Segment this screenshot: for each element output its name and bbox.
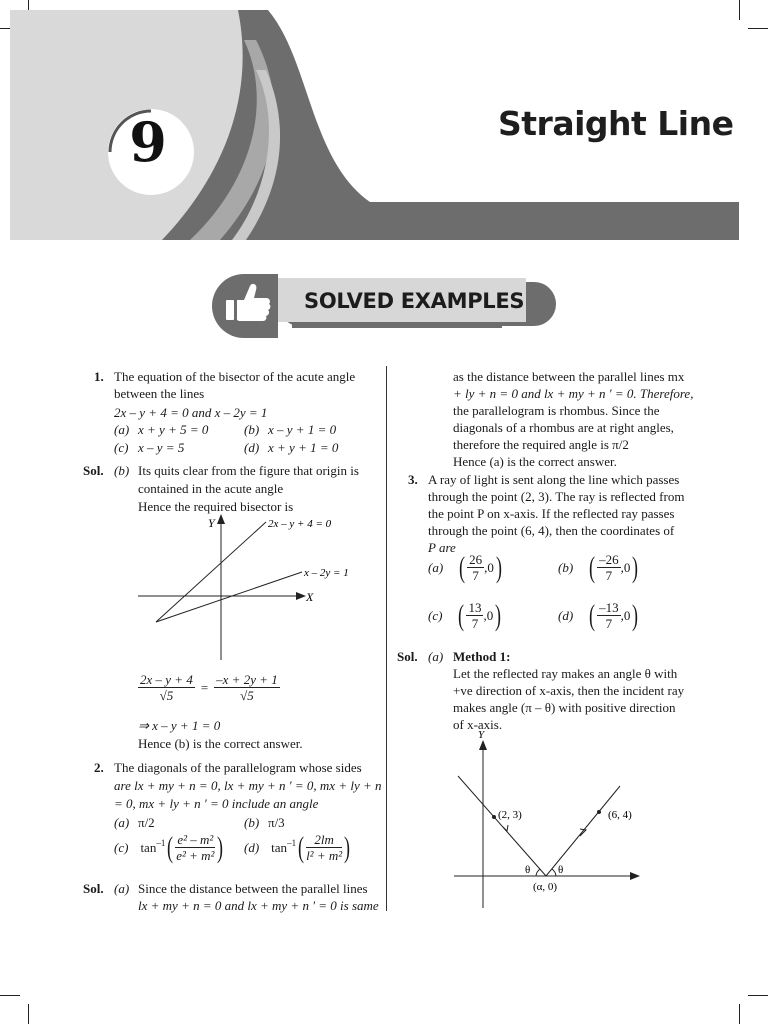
question-text: P are: [428, 540, 456, 555]
option-text: x – y = 5: [138, 440, 185, 455]
solution-text: the parallelogram is rhombus. Since the: [453, 403, 660, 418]
solution-text: Its quits clear from the figure that origin is: [138, 463, 359, 478]
option-label: (c): [114, 839, 129, 855]
section-title: SOLVED EXAMPLES: [304, 289, 525, 313]
question-equation: 2x – y + 4 = 0 and x – 2y = 1: [114, 405, 268, 420]
column-divider: [386, 366, 387, 911]
question-text: A ray of light is sent along the line which passes: [428, 472, 680, 487]
chapter-title: Straight Line: [498, 104, 734, 143]
option-label: (d): [244, 440, 260, 455]
option-label: (b): [244, 815, 260, 830]
option-c: (c) tan $^{-1}$ ( $\frac{\text{e² – m²}}{\text{e² + m²}}$ ): [114, 830, 224, 864]
solution-result: ⇒ x – y + 1 = 0: [138, 718, 221, 733]
coordinate-zero: ,0: [484, 559, 494, 575]
question-text: the point P on x-axis. If the reflected ray passes: [428, 506, 675, 521]
solution-label: Sol.: [83, 463, 104, 478]
reflection-figure: [440, 728, 650, 913]
question-text: through the point (6, 4), then the coordinates of: [428, 523, 675, 538]
method-heading: Method 1:: [453, 649, 511, 664]
option-label: (c): [428, 607, 443, 623]
solution-text: + ly + n = 0 and lx + my + n ′ = 0. Therefore,: [453, 386, 694, 401]
solution-label: Sol.: [397, 649, 418, 664]
option-label: (b): [558, 559, 574, 575]
option-a: (a) ( $\frac{26}{7}$ ,0 ): [428, 550, 502, 584]
angle-label: θ: [525, 864, 531, 876]
option-c: (c) ( $\frac{13}{7}$ ,0 ): [428, 598, 502, 632]
fraction-numerator: 2lm: [306, 832, 342, 848]
question-number: 3.: [408, 472, 418, 487]
question-text: The equation of the bisector of the acute angle: [114, 369, 356, 384]
question-text: through the point (2, 3). The ray is reflected from: [428, 489, 685, 504]
fraction-denominator: √5: [159, 688, 174, 703]
solution-text: of x-axis.: [453, 717, 503, 732]
coordinate-zero: ,0: [483, 607, 494, 623]
fraction-numerator: 26: [469, 552, 483, 567]
option-d: (d) ( $\frac{-13}{7}$ ,0 ): [558, 598, 639, 632]
fraction-numerator: 2x – y + 4: [140, 672, 193, 687]
question-text: are lx + my + n = 0, lx + my + n ′ = 0, mx + ly + n: [114, 778, 382, 793]
solution-text: Hence the required bisector is: [138, 499, 294, 514]
option-text: π/3: [268, 815, 285, 830]
fraction-denominator: 7: [472, 568, 479, 583]
fraction-denominator: 7: [605, 616, 613, 631]
option-text: x + y + 5 = 0: [138, 422, 209, 437]
bisector-figure: [130, 512, 380, 662]
fraction-numerator: 13: [468, 600, 482, 615]
option-label: (a): [114, 815, 130, 830]
solution-answer: Hence (b) is the correct answer.: [138, 736, 303, 751]
inverse-marker: –1: [287, 837, 297, 848]
solution-answer: Hence (a) is the correct answer.: [453, 454, 617, 469]
option-label: (d): [558, 607, 574, 623]
solution-choice: (b): [114, 463, 130, 478]
fraction-denominator: √5: [240, 688, 254, 703]
option-text: x – y + 1 = 0: [268, 422, 337, 437]
question-text: The diagonals of the parallelogram whose sides: [114, 760, 362, 775]
angle-label: θ: [558, 864, 564, 876]
option-label: (c): [114, 440, 129, 455]
fraction-denominator: 7: [471, 616, 479, 631]
solution-text: makes angle (π – θ) with positive direction: [453, 700, 676, 715]
solution-text: lx + my + n = 0 and lx + my + n ′ = 0 is same: [138, 898, 379, 913]
crop-mark: [748, 995, 768, 996]
point-label: (6, 4): [608, 809, 632, 821]
solution-text: Since the distance between the parallel lines: [138, 881, 368, 896]
solution-text: +ve direction of x-axis, then the incident ray: [453, 683, 685, 698]
point-label: (α, 0): [533, 881, 558, 893]
y-axis-label: Y: [478, 729, 485, 741]
fraction-denominator: e² + m²: [176, 848, 215, 863]
tan-prefix: tan: [271, 839, 288, 855]
bisector-equation: [138, 672, 280, 703]
option-label: (d): [244, 839, 260, 855]
fraction-numerator: –26: [599, 552, 619, 567]
option-text: π/2: [138, 815, 155, 830]
crop-mark: [0, 995, 20, 996]
point-label: (2, 3): [498, 809, 522, 821]
solution-label: Sol.: [83, 881, 104, 896]
solution-text: therefore the required angle is π/2: [453, 437, 629, 452]
question-number: 2.: [94, 760, 104, 775]
fraction-denominator: 7: [605, 568, 613, 583]
fraction-numerator: –13: [599, 600, 619, 615]
solution-choice: (a): [114, 881, 130, 896]
tan-prefix: tan: [140, 839, 157, 855]
crop-mark: [748, 28, 768, 29]
chapter-number: 9: [129, 110, 167, 174]
solution-choice: (a): [428, 649, 444, 664]
solution-text: diagonals of a rhombus are at right angles,: [453, 420, 674, 435]
question-text: between the lines: [114, 386, 205, 401]
crop-mark: [739, 0, 740, 20]
solution-text: as the distance between the parallel lines mx: [453, 369, 685, 384]
solution-text: contained in the acute angle: [138, 481, 284, 496]
line-label: x – 2y = 1: [304, 567, 349, 579]
crop-mark: [28, 1004, 29, 1024]
y-axis-label: Y: [208, 516, 215, 530]
option-label: (a): [428, 559, 444, 575]
question-number: 1.: [94, 369, 104, 384]
line-label: 2x – y + 4 = 0: [268, 518, 332, 530]
option-d: (d) tan $^{-1}$ ( $\frac{2lm}{\text{l² + m²}}$ ): [244, 830, 351, 864]
inverse-marker: –1: [156, 837, 166, 848]
solution-text: Let the reflected ray makes an angle θ with: [453, 666, 678, 681]
x-axis-label: X: [306, 590, 314, 604]
option-label: (a): [114, 422, 130, 437]
equals-sign: =: [200, 679, 209, 695]
coordinate-zero: ,0: [620, 607, 631, 623]
option-text: x + y + 1 = 0: [268, 440, 339, 455]
option-label: (b): [244, 422, 260, 437]
fraction-numerator: e² – m²: [177, 832, 214, 847]
option-b: (b) ( $\frac{-26}{7}$ ,0 ): [558, 550, 639, 584]
question-text: = 0, mx + ly + n ′ = 0 include an angle: [114, 796, 319, 811]
fraction-numerator: –x + 2y + 1: [216, 672, 278, 687]
fraction-denominator: l² + m²: [306, 848, 343, 863]
crop-mark: [739, 1004, 740, 1024]
coordinate-zero: ,0: [620, 559, 631, 575]
